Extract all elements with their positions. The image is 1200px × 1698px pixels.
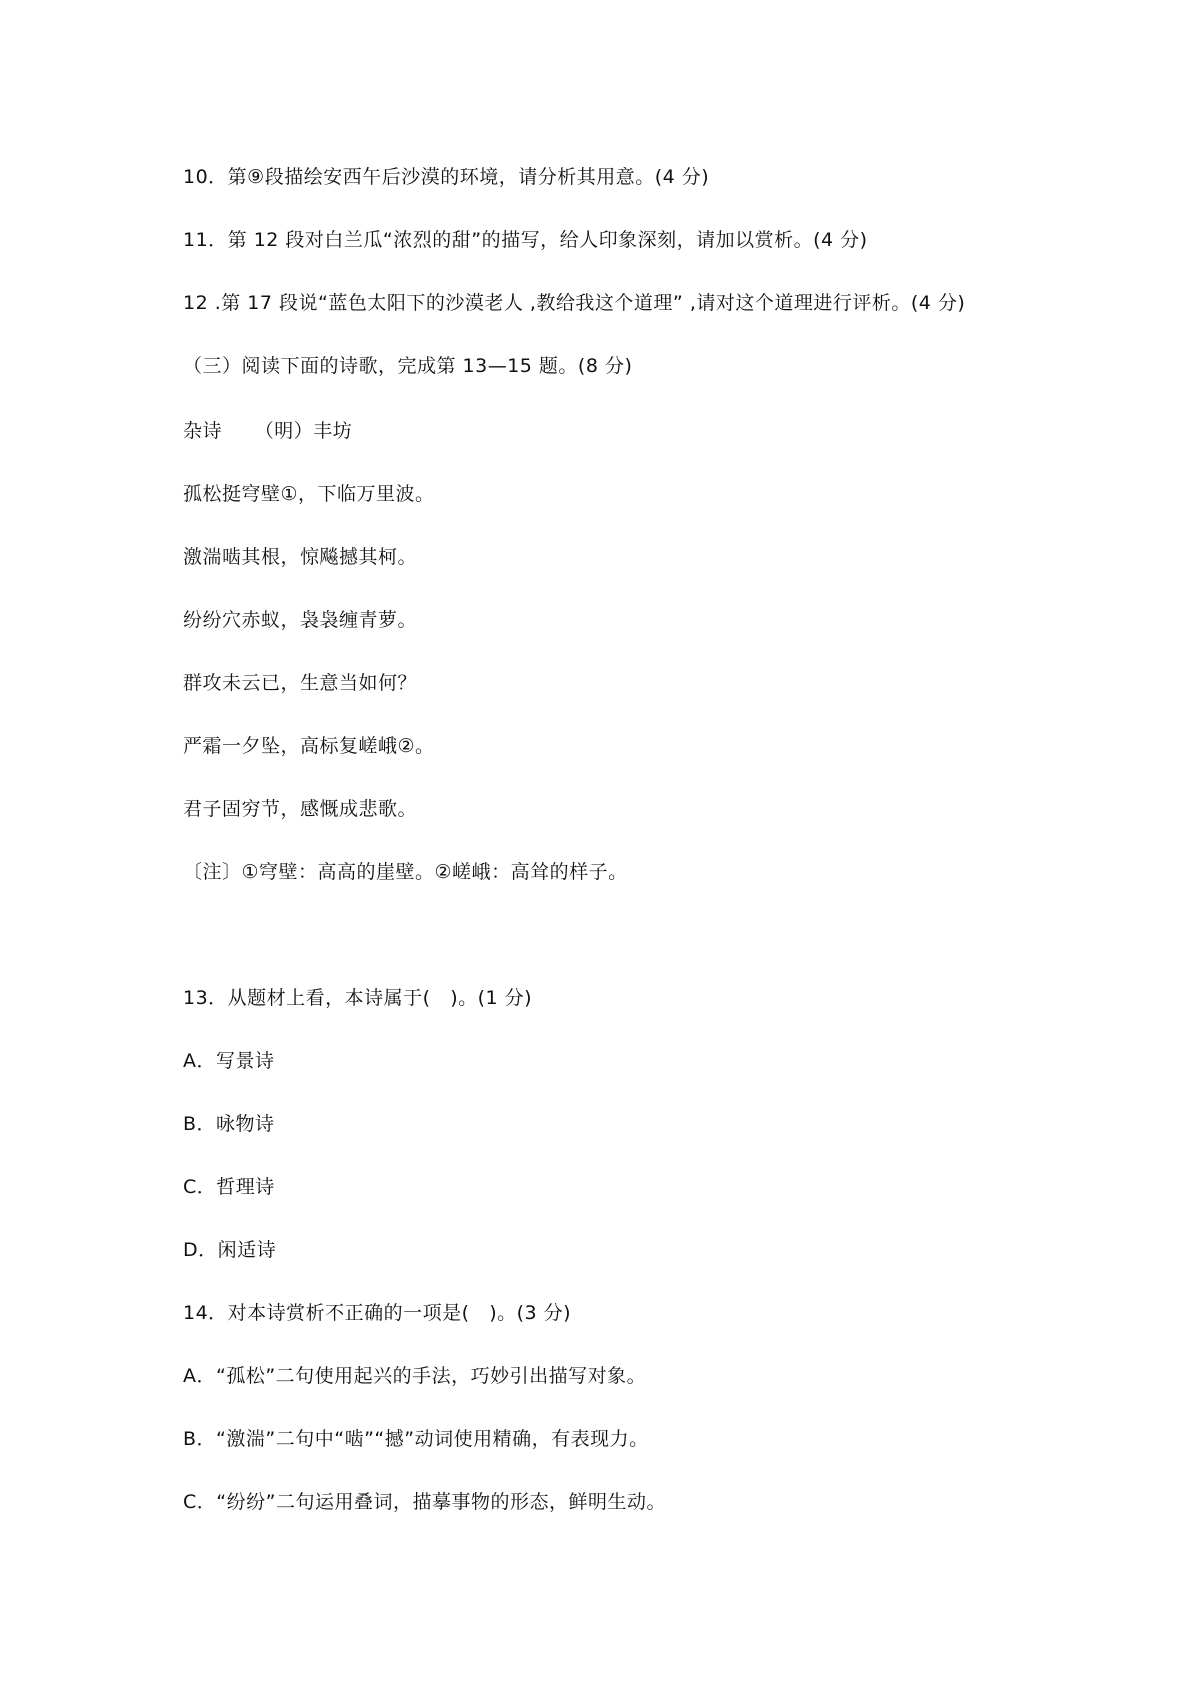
- question-13-option-d: D．闲适诗: [183, 1239, 277, 1261]
- poem-line-1: 孤松挺穹壁①，下临万里波。: [183, 483, 435, 505]
- question-14-option-c: C．“纷纷”二句运用叠词，描摹事物的形态，鲜明生动。: [183, 1491, 666, 1513]
- poem-line-5: 严霜一夕坠，高标复嵯峨②。: [183, 735, 435, 757]
- poem-line-4: 群攻未云已，生意当如何？: [183, 672, 418, 694]
- question-13-option-b: B．咏物诗: [183, 1113, 275, 1135]
- section-heading: （三）阅读下面的诗歌，完成第 13—15 题。(8 分): [183, 355, 633, 377]
- question-12: 12 .第 17 段说“蓝色太阳下的沙漠老人 ,教给我这个道理” ,请对这个道理进行评析。(4 分): [183, 292, 966, 314]
- poem-note: 〔注〕①穹壁：高高的崖壁。②嵯峨：高耸的样子。: [183, 861, 628, 883]
- poem-line-2: 激湍啮其根，惊飚撼其柯。: [183, 546, 418, 568]
- question-14-option-a: A．“孤松”二句使用起兴的手法，巧妙引出描写对象。: [183, 1365, 647, 1387]
- poem-title: 杂诗 （明）丰坊: [183, 420, 353, 442]
- question-13-option-a: A．写景诗: [183, 1050, 275, 1072]
- question-13-option-c: C．哲理诗: [183, 1176, 275, 1198]
- question-14-option-b: B．“激湍”二句中“啮”“撼”动词使用精确，有表现力。: [183, 1428, 649, 1450]
- question-13: 13．从题材上看，本诗属于( )。(1 分): [183, 987, 533, 1009]
- question-10: 10．第⑨段描绘安西午后沙漠的环境，请分析其用意。(4 分): [183, 166, 710, 188]
- poem-line-6: 君子固穷节，感慨成悲歌。: [183, 798, 418, 820]
- question-14: 14．对本诗赏析不正确的一项是( )。(3 分): [183, 1302, 572, 1324]
- question-11: 11．第 12 段对白兰瓜“浓烈的甜”的描写，给人印象深刻，请加以赏析。(4 分): [183, 229, 868, 251]
- poem-line-3: 纷纷穴赤蚁，袅袅缠青萝。: [183, 609, 418, 631]
